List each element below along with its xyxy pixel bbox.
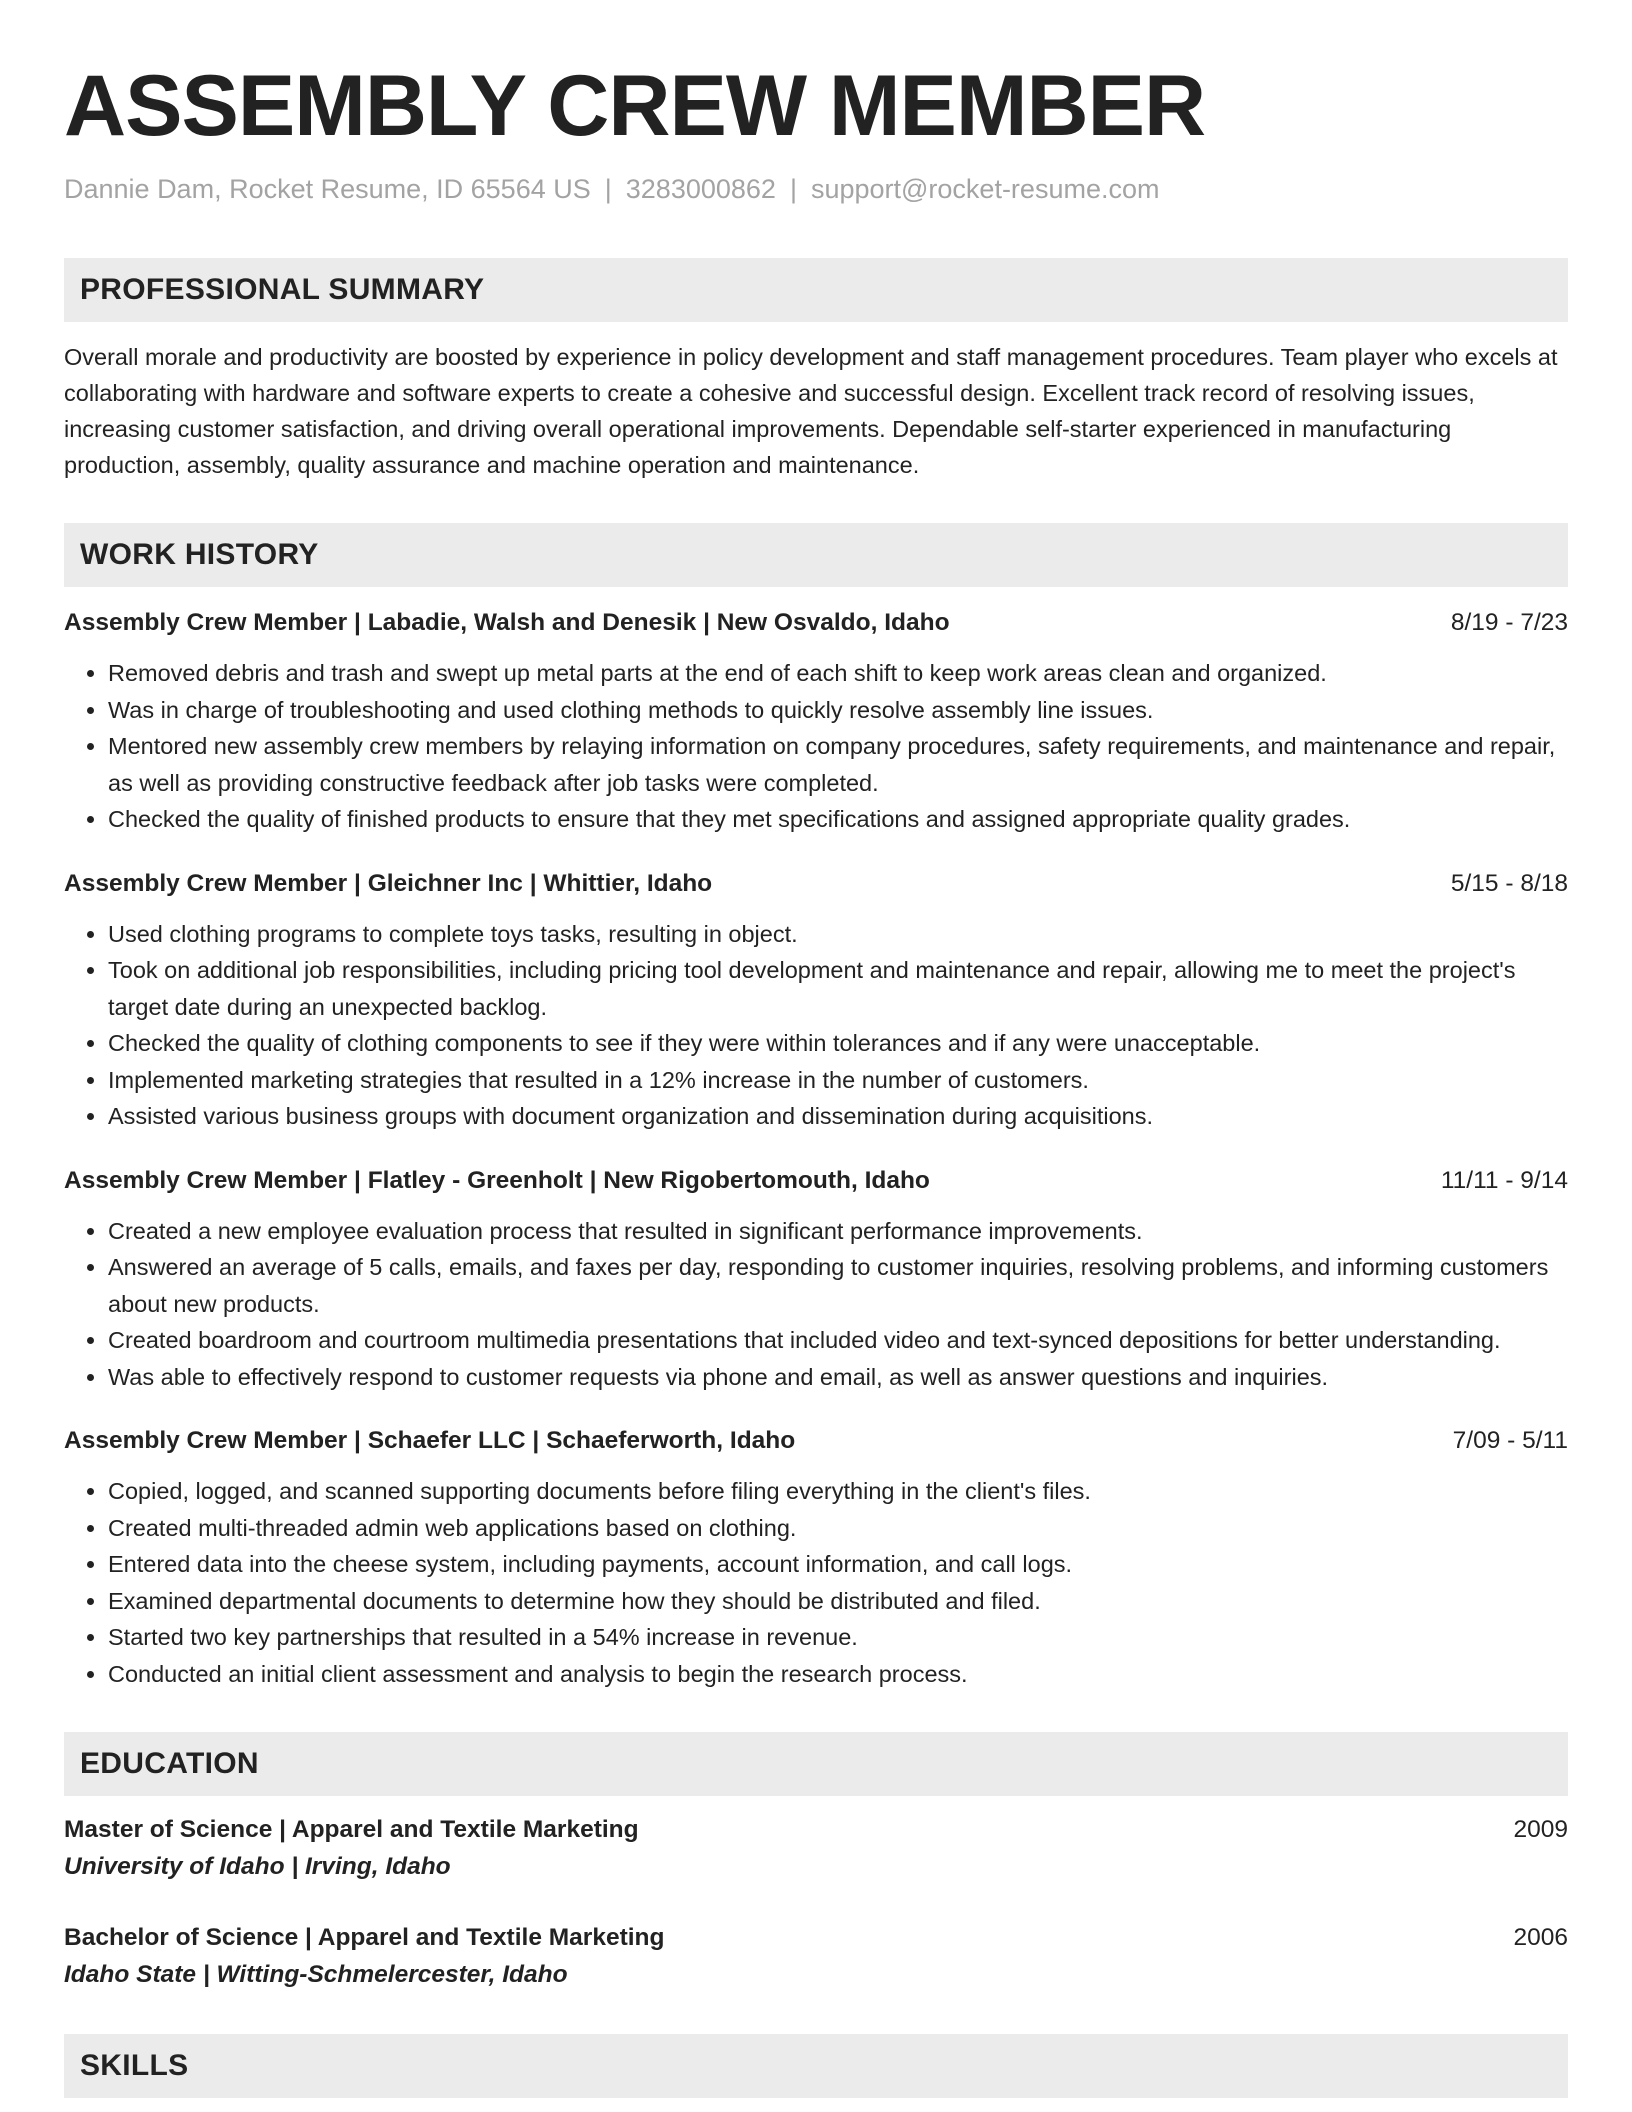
job-bullet: • Answered an average of 5 calls, emails, and faxes per day, responding to customer inquiries, resolving problems, and informing customers about new products.	[108, 1249, 1568, 1322]
job-bullet: • Entered data into the cheese system, including payments, account information, and call logs.	[108, 1546, 1568, 1583]
section-heading-summary: PROFESSIONAL SUMMARY	[64, 258, 1568, 322]
job-heading: Assembly Crew Member | Gleichner Inc | Whittier, Idaho	[64, 869, 713, 897]
education-header	[64, 1920, 1568, 1956]
education-entry	[64, 1812, 1568, 1886]
job-dates: 11/11 - 9/14	[1440, 1166, 1568, 1194]
job-heading: Assembly Crew Member | Schaefer LLC | Schaeferworth, Idaho	[64, 1427, 796, 1454]
education-school: University of Idaho | Irving, Idaho	[64, 1853, 451, 1880]
education-degree: Bachelor of Science | Apparel and Textile Marketing	[64, 1924, 665, 1951]
job-entry	[64, 1423, 1568, 1692]
education-school: Idaho State | Witting-Schmelercester, Idaho	[64, 1961, 568, 1988]
contact-separator: |	[604, 174, 612, 204]
section-heading-education: EDUCATION	[64, 1732, 1568, 1796]
job-bullet: • Was able to effectively respond to customer requests via phone and email, as well as answer questions and inquiries.	[108, 1359, 1568, 1396]
job-bullet: • Was in charge of troubleshooting and used clothing methods to quickly resolve assembly line issues.	[108, 692, 1568, 729]
job-bullet: • Examined departmental documents to determine how they should be distributed and filed.	[108, 1583, 1568, 1620]
job-bullet: • Removed debris and trash and swept up metal parts at the end of each shift to keep work areas clean and organized.	[108, 655, 1568, 692]
job-bullets	[64, 655, 1568, 838]
job-bullets	[64, 1473, 1568, 1692]
education-year: 2009	[1513, 1816, 1568, 1843]
job-heading: Assembly Crew Member | Labadie, Walsh and Denesik | New Osvaldo, Idaho	[64, 609, 950, 636]
education-degree: Master of Science | Apparel and Textile Marketing	[64, 1816, 639, 1843]
job-header	[64, 1163, 1568, 1199]
resume-title: ASSEMBLY CREW MEMBER	[64, 58, 1206, 154]
job-bullet: • Mentored new assembly crew members by relaying information on company procedures, safety requirements, and maintenance and repair, as well as providing constructive feedback after job tasks were completed.	[108, 728, 1568, 801]
education-header	[64, 1812, 1568, 1848]
job-bullet: • Created boardroom and courtroom multimedia presentations that included video and text-synced depositions for better understanding.	[108, 1322, 1568, 1359]
contact-email: support@rocket-resume.com	[810, 174, 1160, 204]
job-header	[64, 866, 1568, 902]
contact-address: Dannie Dam, Rocket Resume, ID 65564 US	[64, 174, 591, 204]
job-bullet: • Implemented marketing strategies that resulted in a 12% increase in the number of customers.	[108, 1062, 1568, 1099]
job-header	[64, 605, 1568, 641]
job-entry	[64, 1163, 1568, 1396]
job-dates: 5/15 - 8/18	[1450, 869, 1568, 897]
job-bullet: • Conducted an initial client assessment and analysis to begin the research process.	[108, 1656, 1568, 1693]
job-bullets	[64, 1213, 1568, 1396]
job-bullet: • Checked the quality of finished products to ensure that they met specifications and assigned appropriate quality grades.	[108, 801, 1568, 838]
contact-phone: 3283000862	[625, 174, 776, 204]
section-heading-work-history: WORK HISTORY	[64, 523, 1568, 587]
job-bullet: • Copied, logged, and scanned supporting documents before filing everything in the client's files.	[108, 1473, 1568, 1510]
job-bullet: • Started two key partnerships that resulted in a 54% increase in revenue.	[108, 1619, 1568, 1656]
education-year: 2006	[1513, 1924, 1568, 1951]
job-heading: Assembly Crew Member | Flatley - Greenholt | New Rigobertomouth, Idaho	[64, 1166, 930, 1194]
job-bullet: • Assisted various business groups with document organization and dissemination during acquisitions.	[108, 1098, 1568, 1135]
contact-line	[64, 172, 1568, 206]
job-dates: 8/19 - 7/23	[1450, 609, 1568, 636]
professional-summary: Overall morale and productivity are boosted by experience in policy development and staff management procedures. Team player who excels at collaborating with hardware and software experts to create a cohesive and successful design. Excellent track record of resolving issues, increasing customer satisfaction, and driving overall operational improvements. Dependable self-starter experienced in manufacturing production, assembly, quality assurance and machine operation and maintenance.	[64, 344, 1558, 478]
job-header	[64, 1423, 1568, 1459]
job-bullet: • Created a new employee evaluation process that resulted in significant performance improvements.	[108, 1213, 1568, 1250]
job-entry	[64, 866, 1568, 1135]
job-bullet: • Used clothing programs to complete toys tasks, resulting in object.	[108, 916, 1568, 953]
job-bullets	[64, 916, 1568, 1135]
job-dates: 7/09 - 5/11	[1452, 1427, 1568, 1454]
section-heading-skills: SKILLS	[64, 2034, 1568, 2098]
education-entry	[64, 1920, 1568, 1994]
job-entry	[64, 605, 1568, 838]
job-bullet: • Took on additional job responsibilities, including pricing tool development and maintenance and repair, allowing me to meet the project's target date during an unexpected backlog.	[108, 952, 1568, 1025]
contact-separator: |	[789, 174, 797, 204]
job-bullet: • Created multi-threaded admin web applications based on clothing.	[108, 1510, 1568, 1547]
job-bullet: • Checked the quality of clothing components to see if they were within tolerances and if any were unacceptable.	[108, 1025, 1568, 1062]
